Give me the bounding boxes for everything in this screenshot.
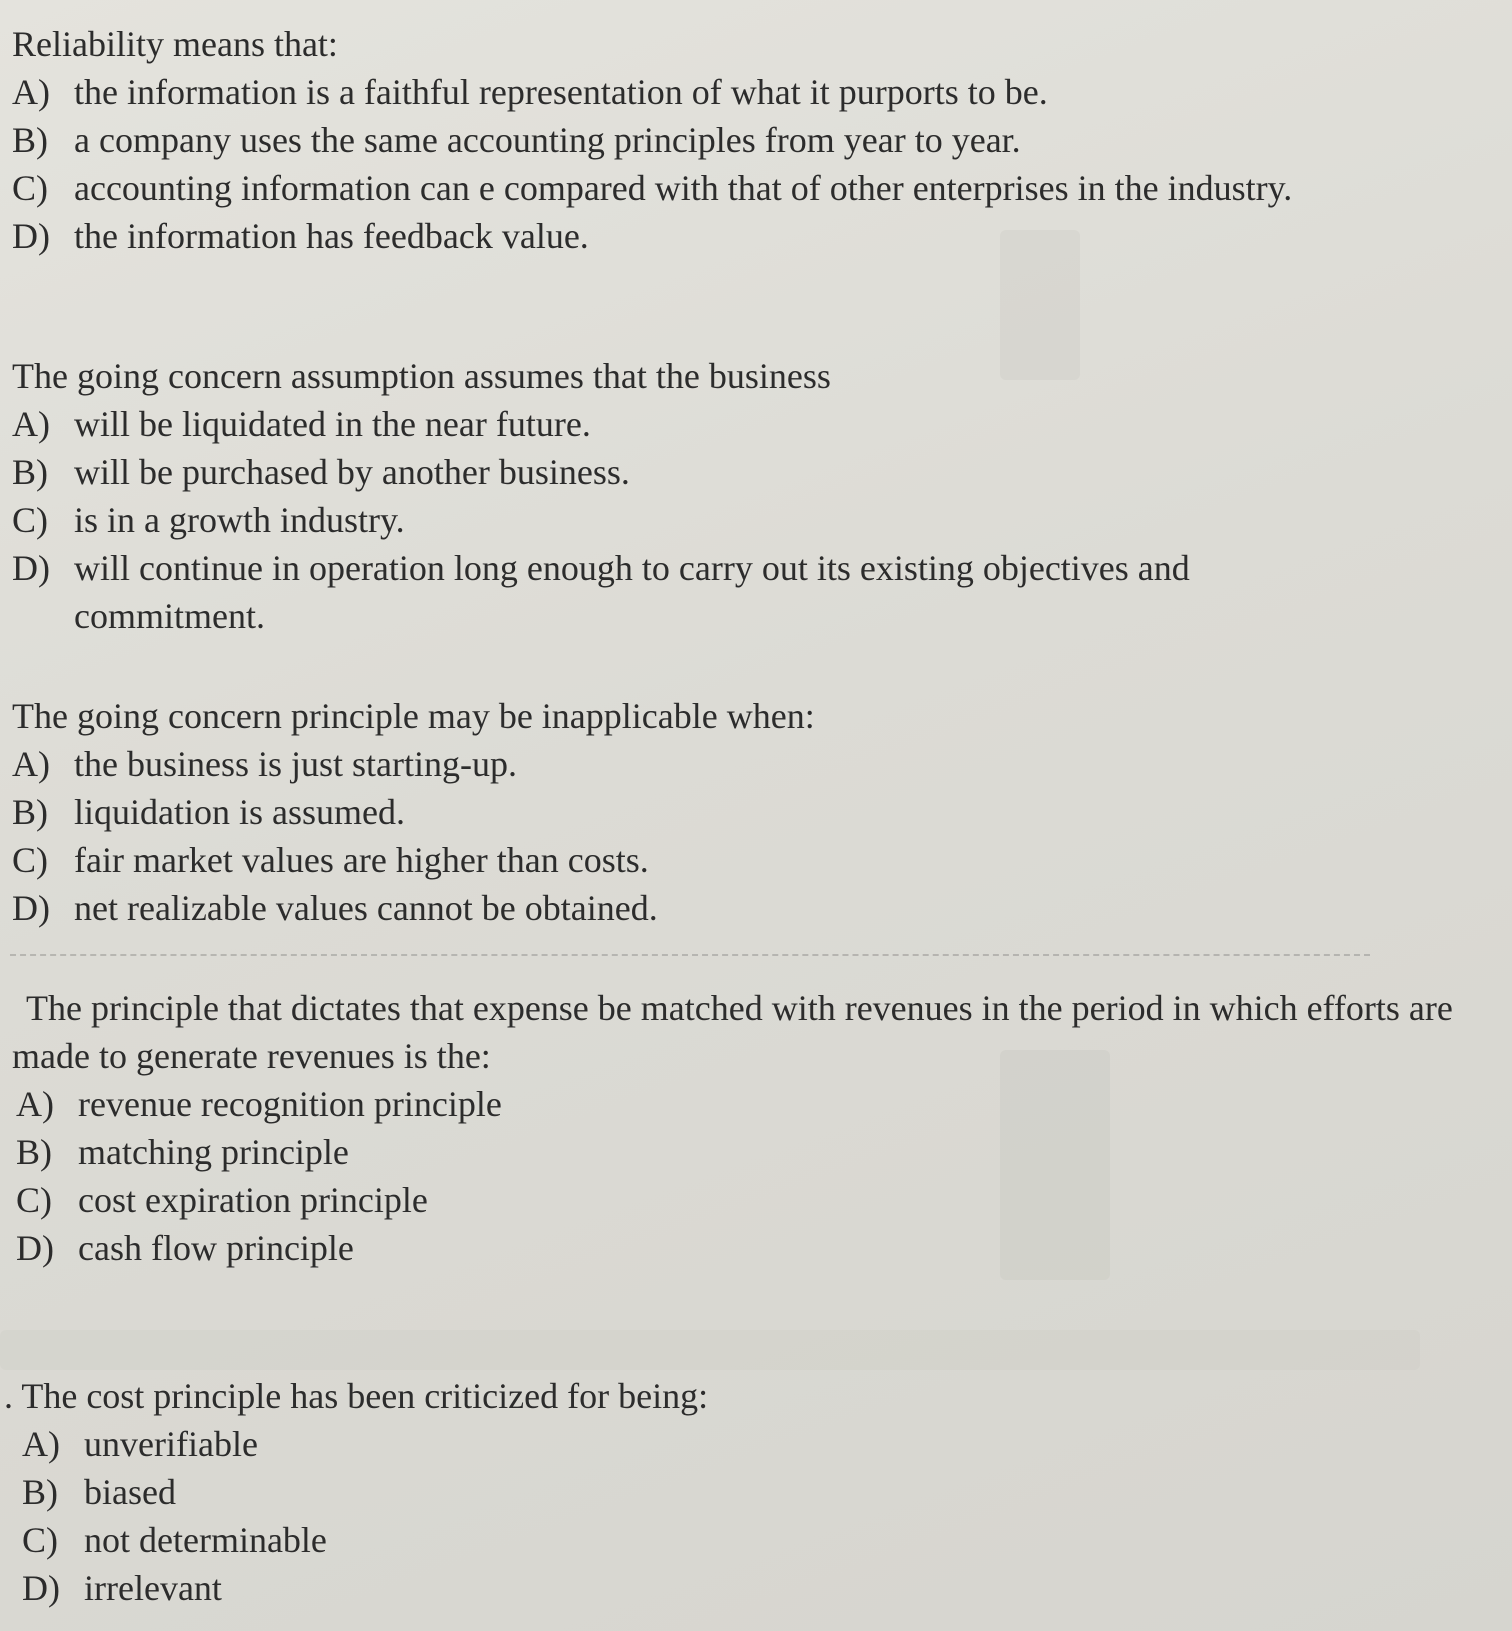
option-letter: B): [12, 452, 48, 492]
question-stem: The going concern assumption assumes that the business: [12, 356, 831, 396]
option-c: [12, 1176, 1482, 1224]
option-letter: C): [12, 500, 48, 540]
option-letter: B): [22, 1472, 58, 1512]
option-letter: A): [22, 1424, 60, 1464]
option-text: revenue recognition principle: [78, 1084, 502, 1124]
option-letter: D): [22, 1568, 60, 1608]
option-letter: A): [12, 72, 50, 112]
option-text: liquidation is assumed.: [74, 792, 405, 832]
option-letter: D): [12, 548, 50, 588]
option-letter: C): [12, 840, 48, 880]
question-reliability: [12, 20, 1292, 260]
option-letter: A): [12, 404, 50, 444]
option-text: matching principle: [78, 1132, 349, 1172]
option-letter: C): [12, 168, 48, 208]
option-letter: D): [12, 216, 50, 256]
option-letter: A): [12, 744, 50, 784]
option-letter: D): [16, 1228, 54, 1268]
option-b: [12, 116, 1292, 164]
option-text: fair market values are higher than costs.: [74, 840, 649, 880]
question-cost-principle: [4, 1372, 708, 1612]
option-text: a company uses the same accounting principles from year to year.: [74, 120, 1021, 160]
option-text: the information is a faithful representation of what it purports to be.: [74, 72, 1048, 112]
option-text: the business is just starting-up.: [74, 744, 517, 784]
option-text: will be purchased by another business.: [74, 452, 630, 492]
cut-line-divider: [10, 954, 1370, 956]
option-text: biased: [84, 1472, 176, 1512]
option-b: [12, 788, 815, 836]
option-c: [4, 1516, 708, 1564]
question-stem: The principle that dictates that expense be matched with revenues in the period in which efforts are made to generate revenues is the:: [12, 988, 1453, 1076]
option-d: [4, 1564, 708, 1612]
option-text: is in a growth industry.: [74, 500, 405, 540]
option-a: [12, 68, 1292, 116]
option-a: [12, 1080, 1482, 1128]
question-stem: Reliability means that:: [12, 24, 338, 64]
option-letter: B): [12, 792, 48, 832]
option-text: the information has feedback value.: [74, 216, 589, 256]
option-b: [12, 1128, 1482, 1176]
question-going-concern-inapplicable: [12, 692, 815, 932]
option-text: will continue in operation long enough to carry out its existing objectives and commitment.: [74, 548, 1190, 636]
option-text: unverifiable: [84, 1424, 258, 1464]
option-letter: C): [22, 1520, 58, 1560]
option-a: [4, 1420, 708, 1468]
option-a: [12, 400, 1412, 448]
option-text: cost expiration principle: [78, 1180, 428, 1220]
question-matching-principle: [12, 984, 1482, 1272]
option-letter: B): [16, 1132, 52, 1172]
bleed-through-smudge: [0, 1330, 1420, 1370]
option-c: [12, 496, 1412, 544]
option-letter: D): [12, 888, 50, 928]
question-stem: The going concern principle may be inapplicable when:: [12, 696, 815, 736]
option-b: [12, 448, 1412, 496]
option-letter: A): [16, 1084, 54, 1124]
option-d: [12, 1224, 1482, 1272]
question-stem: . The cost principle has been criticized for being:: [4, 1376, 709, 1416]
option-text: not determinable: [84, 1520, 327, 1560]
option-text: irrelevant: [84, 1568, 222, 1608]
option-letter: C): [16, 1180, 52, 1220]
option-b: [4, 1468, 708, 1516]
question-going-concern-assumption: [12, 352, 1412, 640]
option-letter: B): [12, 120, 48, 160]
option-a: [12, 740, 815, 788]
option-text: cash flow principle: [78, 1228, 354, 1268]
option-c: [12, 836, 815, 884]
option-d: [12, 884, 815, 932]
option-d: [12, 212, 1292, 260]
option-c: [12, 164, 1292, 212]
option-text: will be liquidated in the near future.: [74, 404, 591, 444]
option-text: accounting information can e compared with that of other enterprises in the industry.: [74, 168, 1293, 208]
option-text: net realizable values cannot be obtained.: [74, 888, 658, 928]
option-d: [12, 544, 1412, 640]
